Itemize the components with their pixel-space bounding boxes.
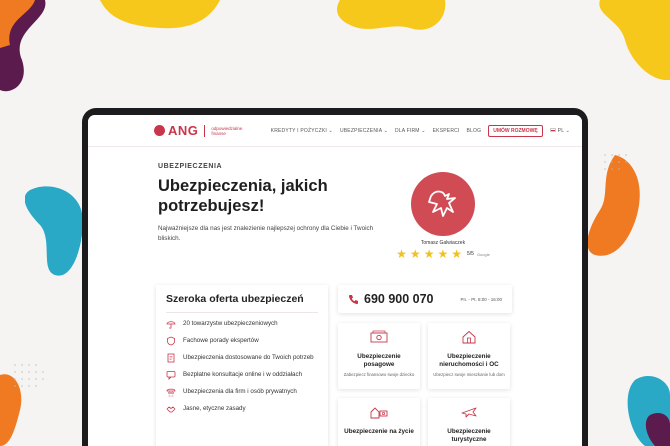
offer-title: Szeroka oferta ubezpieczeń [166, 293, 304, 305]
decorative-dots-right [600, 150, 650, 210]
insurance-tile-nieruchomosci[interactable] [428, 323, 510, 389]
tile-title: Ubezpieczenie na życie [344, 428, 414, 435]
list-item [166, 353, 318, 363]
star-icon: ★ [396, 247, 407, 261]
offer-item-label: Fachowe porady ekspertów [183, 337, 259, 344]
star-icon: ★ [409, 247, 421, 261]
list-item [166, 319, 318, 329]
tile-description: Ubezpiecz swoje mieszkanie lub dom [433, 372, 505, 377]
menu-item-eksperci[interactable]: EKSPERCI [432, 127, 460, 134]
document-icon [166, 353, 176, 363]
offer-item-label: 20 towarzystw ubezpieczeniowych [183, 320, 278, 327]
phone-icon [348, 294, 359, 305]
handshake-icon [166, 404, 176, 414]
tile-title: Ubezpieczenie posagowe [357, 353, 401, 368]
rating-source: Google [476, 251, 490, 257]
hero-description: Najważniejsze dla nas jest znalezienie najlepszej ochrony dla Ciebie i Twoich bliskich. [158, 225, 374, 242]
top-navigation [88, 115, 582, 147]
rating-score: 5/5 [466, 251, 474, 257]
logo-tagline: odpowiedzialne finanse [211, 125, 243, 136]
list-item [166, 404, 318, 414]
chat-icon [166, 370, 176, 380]
money-icon [370, 330, 388, 344]
tile-description: Zabezpiecz finansowo swoje dziecko [343, 372, 415, 377]
website-screen [88, 115, 582, 446]
menu-item-ubezpieczenia[interactable]: UBEZPIECZENIA ⌄ [339, 127, 388, 134]
avatar [411, 172, 475, 236]
menu-item-dla-firm[interactable]: DLA FIRM ⌄ [394, 127, 426, 134]
tile-title: Ubezpieczenie nieruchomości i OC [439, 353, 499, 368]
umbrella-icon [166, 319, 176, 329]
language-selector[interactable]: PL ⌄ [550, 128, 570, 134]
office-hours: Pn. - Pt. 8:00 - 16:00 [460, 296, 502, 302]
menu-item-blog[interactable]: BLOG [466, 127, 482, 134]
insurance-tile-zycie[interactable] [338, 398, 420, 446]
list-item [166, 370, 318, 380]
logo[interactable] [154, 123, 249, 138]
decorative-blob-top-left [0, 0, 60, 100]
decorative-blob-bottom-right [625, 375, 670, 446]
offer-item-label: Jasne, etyczne zasady [183, 405, 246, 412]
advisor-card [388, 172, 498, 260]
star-icon: ★ [423, 247, 435, 261]
star-icon: ★ [437, 247, 449, 261]
shield-icon [166, 336, 176, 346]
book-call-button[interactable]: UMÓW ROZMOWĘ [488, 125, 542, 137]
offer-item-label: Ubezpieczenia dla firm i osób prywatnych [183, 388, 297, 395]
poland-flag-icon [550, 128, 556, 132]
house-money-icon [370, 405, 388, 419]
laptop-frame [82, 108, 588, 446]
phone-number-link[interactable]: 690 900 070 [364, 292, 434, 306]
advisor-rating [388, 248, 498, 260]
star-icon: ★ [451, 247, 462, 261]
decorative-blob-top-right [580, 0, 670, 80]
offer-item-label: Ubezpieczenia dostosowane do Twoich potrzeb [183, 354, 314, 361]
tile-title: Ubezpieczenie turystyczne [447, 428, 491, 443]
hero-section [158, 163, 398, 243]
logo-divider [204, 125, 205, 137]
list-item [166, 387, 318, 397]
plane-icon [460, 405, 478, 419]
house-icon [460, 330, 478, 344]
insurance-tile-posagowe[interactable] [338, 323, 420, 389]
section-eyebrow: UBEZPIECZENIA [158, 163, 223, 170]
page-title: Ubezpieczenia, jakich potrzebujesz! [158, 177, 328, 215]
decorative-blob-top-middle [330, 0, 450, 40]
menu-item-kredyty[interactable]: KREDYTY I POŻYCZKI ⌄ [270, 127, 333, 134]
family-umbrella-icon [166, 387, 176, 397]
insurance-tile-turystyczne[interactable] [428, 398, 510, 446]
offer-item-label: Bezpłatne konsultacje online i w oddziałach [183, 371, 303, 378]
list-item [166, 336, 318, 346]
main-menu [271, 125, 570, 137]
decorative-blob-left-blue [25, 180, 87, 280]
phone-contact-card[interactable] [338, 285, 512, 313]
logo-text: ANG [168, 123, 199, 138]
griffin-icon [425, 186, 461, 222]
decorative-blob-top-center [100, 0, 220, 40]
logo-mark-icon [154, 125, 165, 136]
divider [166, 312, 318, 313]
advisor-name: Tomasz Galwiaczek [420, 240, 466, 246]
decorative-dots-left [10, 360, 60, 420]
offer-card [156, 285, 328, 446]
